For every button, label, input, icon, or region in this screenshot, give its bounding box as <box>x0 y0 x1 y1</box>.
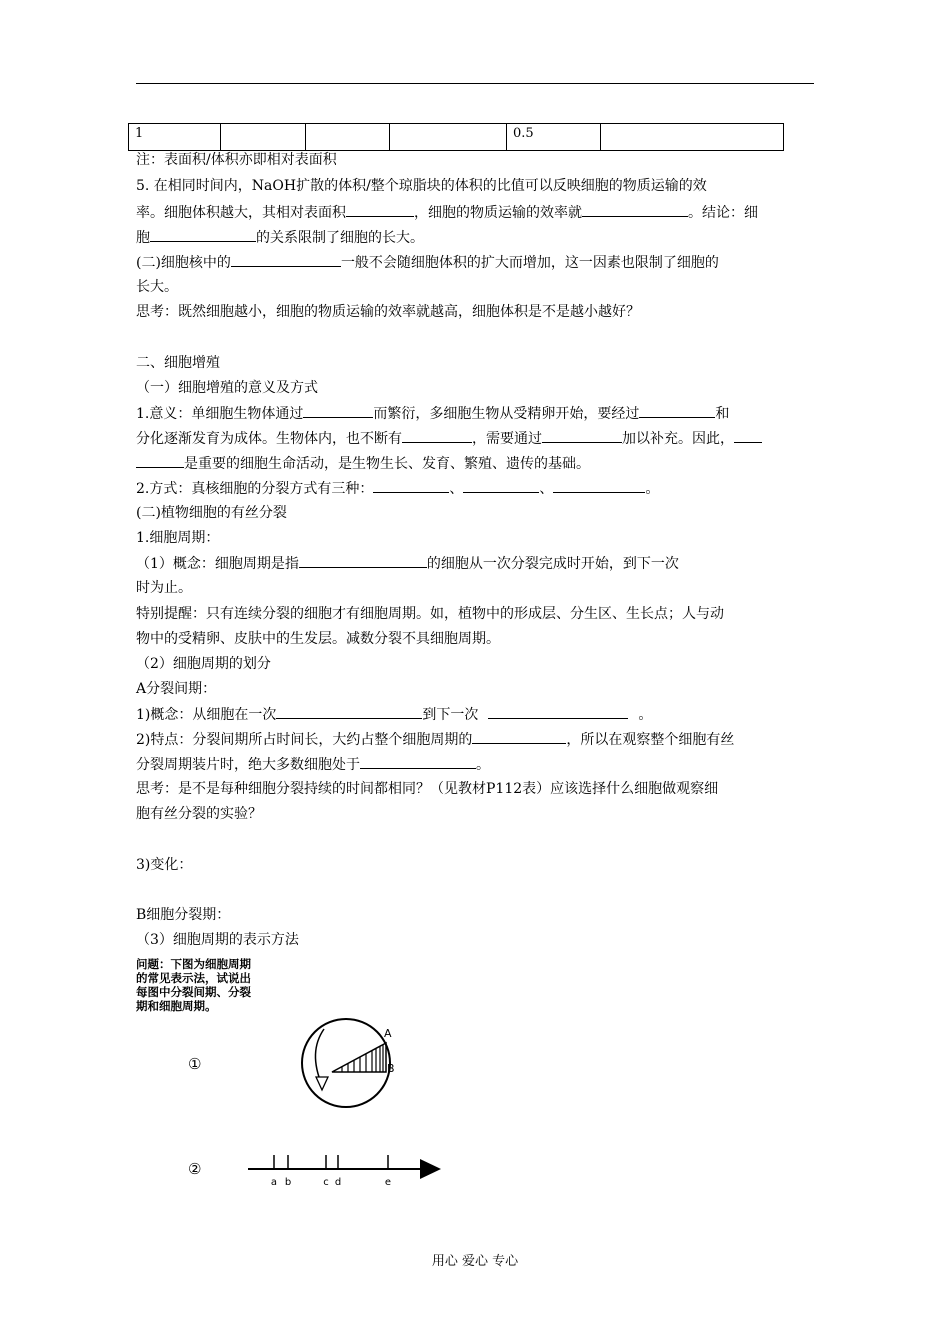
fill-blank[interactable] <box>542 428 622 443</box>
think-question-2-line-2: 胞有丝分裂的实验？ <box>136 806 262 822</box>
table-cell <box>601 124 784 151</box>
table-cell <box>390 124 507 151</box>
fill-blank[interactable] <box>734 428 762 443</box>
fill-blank[interactable] <box>231 252 341 267</box>
note-line: 注：表面积/体积亦即相对表面积 <box>136 152 337 168</box>
fill-blank[interactable] <box>150 227 256 242</box>
tick-label: e <box>384 1177 392 1188</box>
fill-blank[interactable] <box>136 453 184 468</box>
arrow-head <box>316 1077 328 1090</box>
cell-cycle-division-heading: （2）细胞周期的划分 <box>136 656 271 672</box>
fill-blank[interactable] <box>472 729 566 744</box>
header-rule <box>136 83 814 84</box>
tip-line-2: 物中的受精卵、皮肤中的生发层。减数分裂不具细胞周期。 <box>136 631 500 647</box>
think-question-1: 思考：既然细胞越小，细胞的物质运输的效率就越高，细胞体积是不是越小越好？ <box>136 304 640 320</box>
fill-blank[interactable] <box>553 478 645 493</box>
change-heading: 3)变化： <box>136 857 193 873</box>
subsection-heading: （一）细胞增殖的意义及方式 <box>136 380 318 396</box>
table-row <box>129 124 784 151</box>
paragraph-6-line-1: (二)细胞核中的 一般不会随细胞体积的扩大而增加，这一因素也限制了细胞的 <box>136 252 816 273</box>
cell-cycle-concept-line-1: （1）概念：细胞周期是指 的细胞从一次分裂完成时开始，到下一次 <box>136 553 816 574</box>
tick-label: c <box>323 1177 329 1188</box>
meaning-line-3: 是重要的细胞生命活动，是生物生长、发育、繁殖、遗传的基础。 <box>136 453 816 474</box>
table-cell: 0.5 <box>507 124 601 151</box>
division-sector <box>332 1043 386 1072</box>
point-b-label: B <box>387 1062 395 1075</box>
paragraph-6-line-2: 长大。 <box>136 279 178 295</box>
cell-cycle-concept-line-2: 时为止。 <box>136 580 192 596</box>
interphase-concept-line: 1)概念：从细胞在一次 到下一次 。 <box>136 704 816 725</box>
data-table <box>128 123 784 151</box>
fill-blank[interactable] <box>299 553 427 568</box>
interphase-feature-line-2: 分裂周期装片时，绝大多数细胞处于 。 <box>136 754 816 775</box>
subsection-heading: (二)植物细胞的有丝分裂 <box>136 505 287 521</box>
fill-blank[interactable] <box>373 478 449 493</box>
tick-label: d <box>334 1177 342 1188</box>
timeline-ticks <box>274 1155 388 1169</box>
tip-line-1: 特别提醒：只有连续分裂的细胞才有细胞周期。如，植物中的形成层、分生区、生长点；人与动 <box>136 606 724 622</box>
page-footer: 用心 爱心 专心 <box>431 1254 519 1269</box>
table-cell <box>221 124 306 151</box>
division-ways-line: 2.方式：真核细胞的分裂方式有三种： 、 、 。 <box>136 478 816 499</box>
table-cell <box>306 124 390 151</box>
fill-blank[interactable] <box>346 202 414 217</box>
division-phase-heading: B细胞分裂期： <box>136 907 231 923</box>
fill-blank[interactable] <box>276 704 422 719</box>
table-cell: 1 <box>129 124 221 151</box>
meaning-line-2: 分化逐渐发育为成体。生物体内，也不断有 ，需要通过 加以补充。因此， <box>136 428 816 449</box>
interphase-heading: A分裂间期： <box>136 681 217 697</box>
fill-blank[interactable] <box>639 403 715 418</box>
paragraph-5-line-2: 率。细胞体积越大，其相对表面积 ，细胞的物质运输的效率就 。结论：细 <box>136 202 816 223</box>
paragraph-5-line-1: 5. 在相同时间内，NaOH扩散的体积/整个琼脂块的体积的比值可以反映细胞的物质运输的效 <box>136 178 707 194</box>
fill-blank[interactable] <box>488 704 628 719</box>
fill-blank[interactable] <box>402 428 472 443</box>
fill-blank[interactable] <box>463 478 539 493</box>
tick-label: b <box>284 1177 292 1188</box>
section-heading: 二、细胞增殖 <box>136 355 220 371</box>
figure-label-1: ① <box>188 1055 202 1073</box>
fill-blank[interactable] <box>582 202 688 217</box>
point-a-label: A <box>384 1027 392 1040</box>
fill-blank[interactable] <box>303 403 373 418</box>
figure-question: 问题：下图为细胞周期 的常见表示法，试说出 每图中分裂间期、分裂 期和细胞周期。 <box>136 957 251 1013</box>
figure-label-2: ② <box>188 1160 202 1178</box>
sector-hatching <box>342 1045 383 1072</box>
tick-label: a <box>270 1177 278 1188</box>
cell-cycle-diagram <box>136 957 446 1192</box>
cell-cycle-figure <box>136 957 446 1192</box>
fill-blank[interactable] <box>360 754 476 769</box>
timeline-arrow-icon <box>420 1159 441 1179</box>
think-question-2-line-1: 思考：是不是每种细胞分裂持续的时间都相同？（见教材P112表）应该选择什么细胞做观察细 <box>136 781 719 797</box>
representation-heading: （3）细胞周期的表示方法 <box>136 932 299 948</box>
meaning-line-1: 1.意义：单细胞生物体通过 而繁衍，多细胞生物从受精卵开始，要经过 和 <box>136 403 816 424</box>
interphase-feature-line-1: 2)特点：分裂间期所占时间长，大约占整个细胞周期的 ，所以在观察整个细胞有丝 <box>136 729 816 750</box>
cell-cycle-heading: 1.细胞周期： <box>136 530 220 546</box>
paragraph-5-line-3: 胞 的关系限制了细胞的长大。 <box>136 227 816 248</box>
